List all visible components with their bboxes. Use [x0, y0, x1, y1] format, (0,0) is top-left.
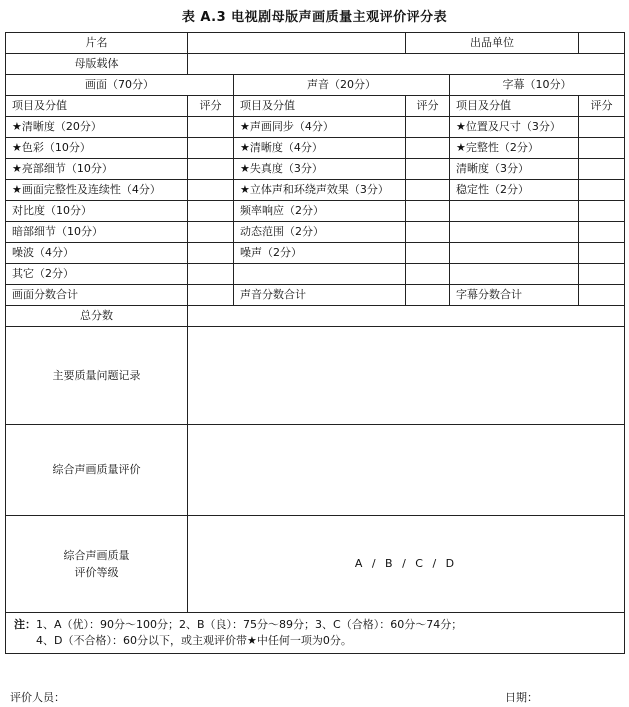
score-cell[interactable]	[406, 243, 450, 264]
header-row-carrier	[6, 54, 625, 75]
picture-total-label: 画面分数合计	[6, 285, 188, 306]
score-cell[interactable]	[188, 180, 234, 201]
grade-row	[6, 516, 625, 613]
subtitle-item	[450, 264, 579, 285]
sound-item: ★声画同步（4分）	[234, 117, 406, 138]
score-cell[interactable]	[579, 159, 625, 180]
overall-total-value[interactable]	[188, 306, 625, 327]
evaluation-row	[6, 425, 625, 516]
score-cell[interactable]	[188, 243, 234, 264]
footer	[10, 689, 620, 705]
picture-item: 噪波（4分）	[6, 243, 188, 264]
master-carrier-label: 母版载体	[6, 54, 188, 75]
score-cell[interactable]	[188, 264, 234, 285]
sound-item	[234, 264, 406, 285]
subtitle-item	[450, 243, 579, 264]
note-line1	[14, 617, 616, 633]
sound-item: ★清晰度（4分）	[234, 138, 406, 159]
score-cell[interactable]	[406, 222, 450, 243]
picture-score-header: 评分	[188, 96, 234, 117]
subtitle-item	[450, 201, 579, 222]
note-label: 注：	[14, 618, 36, 631]
film-name-value[interactable]	[188, 33, 406, 54]
table-row	[6, 138, 625, 159]
issues-value[interactable]	[188, 327, 625, 425]
score-cell[interactable]	[579, 222, 625, 243]
sound-score-header: 评分	[406, 96, 450, 117]
evaluator-label: 评价人员：	[10, 691, 65, 704]
table-row	[6, 243, 625, 264]
issues-row	[6, 327, 625, 425]
score-cell[interactable]	[406, 138, 450, 159]
score-cell[interactable]	[579, 201, 625, 222]
subtitle-item: ★完整性（2分）	[450, 138, 579, 159]
evaluation-value[interactable]	[188, 425, 625, 516]
picture-item: ★色彩（10分）	[6, 138, 188, 159]
page-title: 表 A.3 电视剧母版声画质量主观评价评分表	[181, 10, 448, 25]
score-cell[interactable]	[188, 117, 234, 138]
score-cell[interactable]	[188, 222, 234, 243]
picture-item: 暗部细节（10分）	[6, 222, 188, 243]
subtotal-row	[6, 285, 625, 306]
sound-item: 动态范围（2分）	[234, 222, 406, 243]
section-subtitle: 字幕（10分）	[450, 75, 625, 96]
score-cell[interactable]	[579, 180, 625, 201]
sound-item: ★立体声和环绕声效果（3分）	[234, 180, 406, 201]
score-cell[interactable]	[406, 180, 450, 201]
evaluation-label: 综合声画质量评价	[6, 425, 188, 516]
score-cell[interactable]	[579, 243, 625, 264]
subtitle-total-value[interactable]	[579, 285, 625, 306]
table-row	[6, 222, 625, 243]
score-cell[interactable]	[406, 264, 450, 285]
picture-item-header: 项目及分值	[6, 96, 188, 117]
picture-item: ★清晰度（20分）	[6, 117, 188, 138]
picture-item: ★画面完整性及连续性（4分）	[6, 180, 188, 201]
note	[6, 613, 625, 654]
sound-item: ★失真度（3分）	[234, 159, 406, 180]
sound-item: 噪声（2分）	[234, 243, 406, 264]
subtitle-item	[450, 222, 579, 243]
issues-label: 主要质量问题记录	[6, 327, 188, 425]
note-line2: 4、D（不合格）：60分以下，或主观评价带★中任何一项为0分。	[36, 634, 352, 647]
picture-item: 其它（2分）	[6, 264, 188, 285]
score-cell[interactable]	[188, 159, 234, 180]
score-sheet	[5, 32, 625, 654]
score-cell[interactable]	[579, 264, 625, 285]
picture-item: ★亮部细节（10分）	[6, 159, 188, 180]
table-row	[6, 180, 625, 201]
score-cell[interactable]	[406, 117, 450, 138]
subtitle-total-label: 字幕分数合计	[450, 285, 579, 306]
master-carrier-value[interactable]	[188, 54, 625, 75]
column-header-row	[6, 96, 625, 117]
score-cell[interactable]	[406, 201, 450, 222]
table-row	[6, 264, 625, 285]
table-row	[6, 159, 625, 180]
picture-item: 对比度（10分）	[6, 201, 188, 222]
grade-label-line1: 综合声画质量	[63, 549, 130, 562]
section-picture: 画面（70分）	[6, 75, 234, 96]
subtitle-item: 清晰度（3分）	[450, 159, 579, 180]
sound-item: 频率响应（2分）	[234, 201, 406, 222]
film-name-label: 片名	[6, 33, 188, 54]
subtitle-score-header: 评分	[579, 96, 625, 117]
producer-label: 出品单位	[406, 33, 579, 54]
overall-total-row	[6, 306, 625, 327]
picture-total-value[interactable]	[188, 285, 234, 306]
subtitle-item-header: 项目及分值	[450, 96, 579, 117]
score-cell[interactable]	[579, 138, 625, 159]
grade-options[interactable]	[188, 516, 625, 613]
sound-item-header: 项目及分值	[234, 96, 406, 117]
score-cell[interactable]	[188, 201, 234, 222]
date-label: 日期：	[505, 691, 538, 704]
section-sound: 声音（20分）	[234, 75, 450, 96]
overall-total-label: 总分数	[6, 306, 188, 327]
note-row	[6, 613, 625, 654]
subtitle-item: 稳定性（2分）	[450, 180, 579, 201]
subtitle-item: ★位置及尺寸（3分）	[450, 117, 579, 138]
score-cell[interactable]	[406, 159, 450, 180]
header-row-film	[6, 33, 625, 54]
sound-total-value[interactable]	[406, 285, 450, 306]
producer-value[interactable]	[579, 33, 625, 54]
grade-label-line2: 评价等级	[74, 566, 119, 579]
grade-options-text: A / B / C / D	[354, 557, 458, 570]
grade-label	[6, 516, 188, 613]
score-cell[interactable]	[579, 117, 625, 138]
section-row	[6, 75, 625, 96]
note-text1: 1、A（优）：90分～100分；2、B（良）：75分～89分；3、C（合格）：60分～74分；	[36, 618, 463, 631]
score-cell[interactable]	[188, 138, 234, 159]
table-row	[6, 201, 625, 222]
table-row	[6, 117, 625, 138]
sound-total-label: 声音分数合计	[234, 285, 406, 306]
